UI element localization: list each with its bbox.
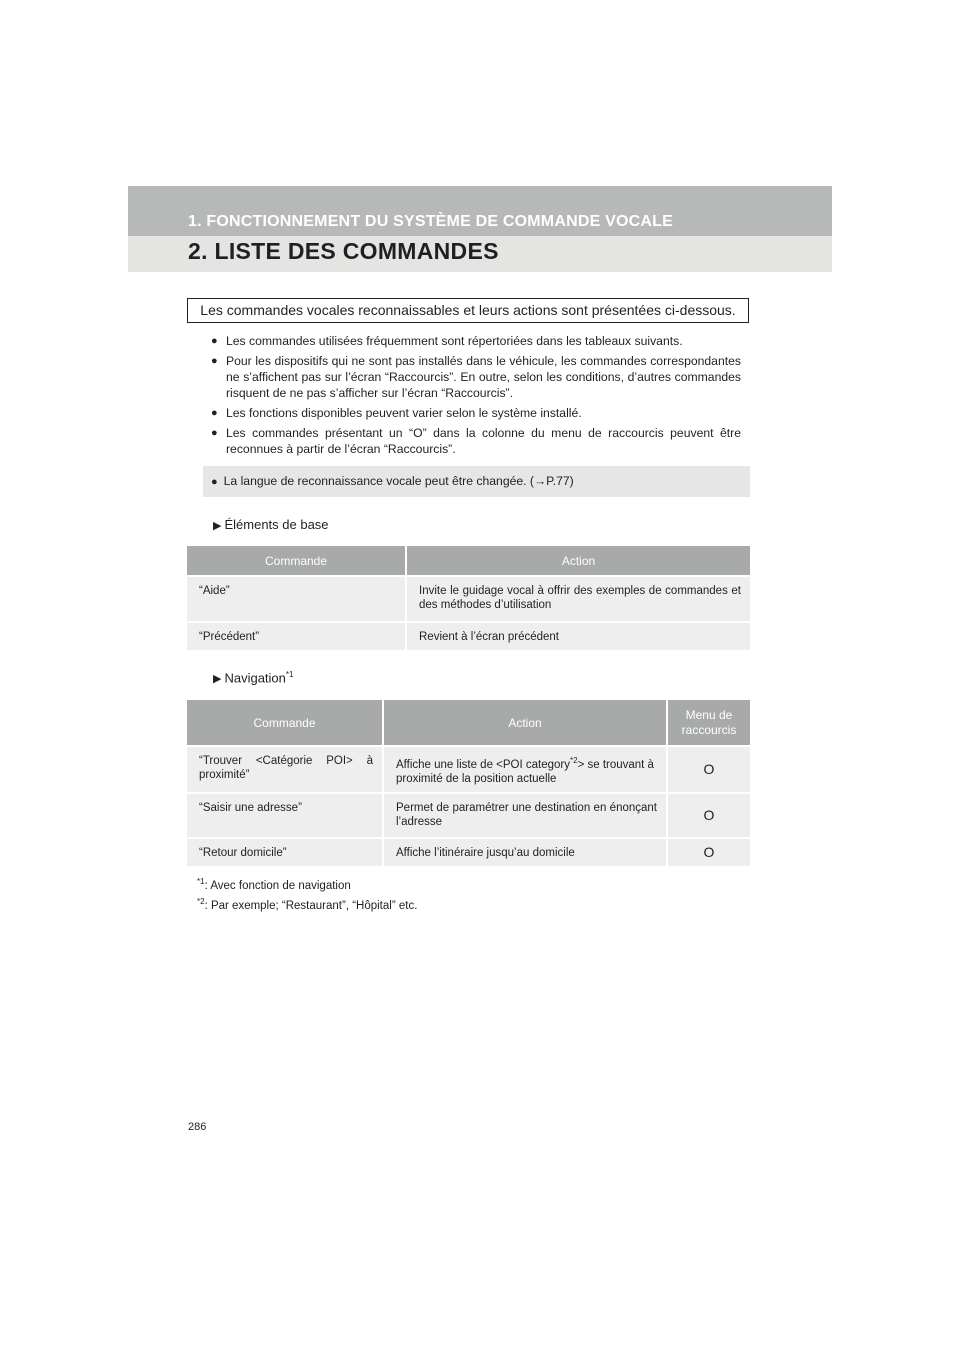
navigation-heading <box>213 670 293 685</box>
footnote <box>197 894 417 914</box>
footnote-text: : Par exemple; “Restaurant”, “Hôpital” etc. <box>204 899 418 912</box>
table-row <box>187 575 750 621</box>
basic-heading-text: Éléments de base <box>224 517 329 532</box>
basic-commands-table <box>187 546 750 650</box>
action-cell: Permet de paramétrer une destination en énonçant l’adresse <box>384 792 668 837</box>
footnote <box>197 874 417 894</box>
footnotes <box>197 874 417 914</box>
footnote-text: : Avec fonction de navigation <box>204 879 351 892</box>
footnote-mark: *2 <box>570 756 578 765</box>
table-row <box>187 792 750 837</box>
intro-box: Les commandes vocales reconnaissables et leurs actions sont présentées ci-dessous. <box>187 298 749 323</box>
table-header-row <box>187 700 750 745</box>
command-cell: “Aide” <box>187 575 407 621</box>
table-header-row <box>187 546 750 575</box>
page-number: 286 <box>188 1121 207 1133</box>
basic-heading <box>213 517 329 532</box>
bullet-list <box>211 333 741 461</box>
command-cell: “Retour domicile” <box>187 837 384 866</box>
bullet-item: ● Les commandes présentant un “O” dans la colonne du menu de raccourcis peuvent être reconnues à partir de l’écran “Raccourcis”. <box>211 425 741 457</box>
column-header-command: Commande <box>187 546 407 575</box>
bullet-item: ● Les commandes utilisées fréquemment sont répertoriées dans les tableaux suivants. <box>211 333 741 349</box>
command-cell: “Saisir une adresse” <box>187 792 384 837</box>
bullet-item: ● Pour les dispositifs qui ne sont pas installés dans le véhicule, les commandes correspondantes ne s’affichent pas sur l’écran “Raccourcis”. En outre, selon les conditions, d’autres commandes risquent de ne pas s’afficher sur l’écran “Raccourcis”. <box>211 353 741 401</box>
navigation-commands-table <box>187 700 750 866</box>
navigation-heading-text: Navigation <box>224 670 286 686</box>
table-row <box>187 745 750 792</box>
table-row <box>187 837 750 866</box>
triangle-right-icon: ▶ <box>213 673 222 686</box>
shortcut-mark: O <box>668 837 750 866</box>
bullet-item: ● Les fonctions disponibles peuvent varier selon le système installé. <box>211 405 741 421</box>
footnote-mark: *2 <box>197 896 205 906</box>
column-header-shortcut: Menu de raccourcis <box>668 700 750 745</box>
footnote-mark: *1 <box>197 877 205 886</box>
column-header-action: Action <box>407 546 750 575</box>
section-label: 1. FONCTIONNEMENT DU SYSTÈME DE COMMANDE VOCALE <box>188 213 673 230</box>
action-cell: Invite le guidage vocal à offrir des exemples de commandes et des méthodes d’utilisation <box>407 575 750 621</box>
table-row <box>187 621 750 650</box>
column-header-action: Action <box>384 700 668 745</box>
column-header-command: Commande <box>187 700 384 745</box>
bullet-icon: ● <box>211 476 218 488</box>
action-text: Affiche une liste de <POI category <box>396 758 570 771</box>
footnote-mark: *1 <box>285 670 294 679</box>
note-text: La langue de reconnaissance vocale peut être changée. (→P.77) <box>223 474 574 488</box>
action-cell <box>384 745 668 792</box>
shortcut-mark: O <box>668 745 750 792</box>
command-cell: “Trouver <Catégorie POI> à proximité” <box>187 745 384 792</box>
page-title: 2. LISTE DES COMMANDES <box>188 238 499 264</box>
action-cell: Affiche l’itinéraire jusqu’au domicile <box>384 837 668 866</box>
shortcut-mark: O <box>668 792 750 837</box>
command-cell: “Précédent” <box>187 621 407 650</box>
action-text: > se trouvant à proximité de la position actuelle <box>396 758 654 785</box>
triangle-right-icon: ▶ <box>213 520 222 532</box>
note-box <box>203 466 750 497</box>
action-cell: Revient à l’écran précédent <box>407 621 750 650</box>
